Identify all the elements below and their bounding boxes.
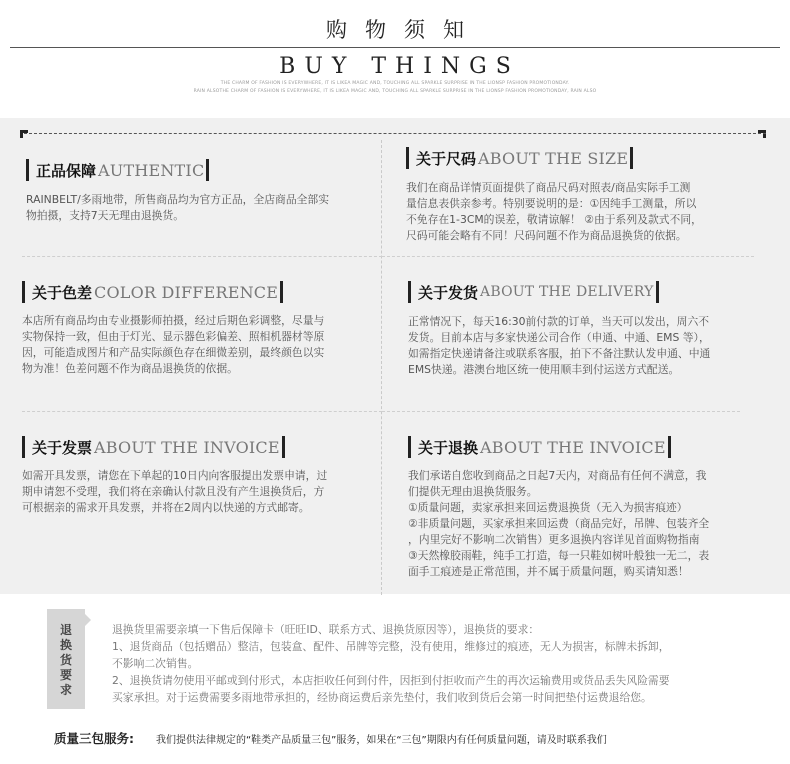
section-heading [26,158,329,182]
text-line: 正常情况下，每天16:30前付款的订单，当天可以发出，周六不 [408,315,710,328]
section-delivery [408,280,710,378]
tab-label-char: 求 [59,683,72,697]
heading-bracket-right [280,281,283,303]
text-line: 不影响二次销售。 [112,657,199,670]
heading-en: ABOUT THE INVOICE [480,437,666,457]
heading-bracket-right [206,159,209,181]
guarantee-label: 质量三包服务: [54,731,134,746]
text-line: 我们承诺自您收到商品之日起7天内，对商品有任何不满意，我 [408,469,707,482]
heading-cn: 关于尺码 [416,149,477,168]
section-text [408,314,710,378]
text-line: 2、退换货请勿使用平邮或到付形式，本店拒收任何到付件，因拒到付拒收而产生的再次运输费用或货品丢失风险需要 [112,674,670,687]
header [0,0,790,118]
page-title-en: BUY THINGS [279,54,520,79]
heading-bracket-left [408,436,411,458]
text-line: 本店所有商品均由专业摄影师拍摄，经过后期色彩调整，尽量与 [22,314,325,327]
heading-bracket-right [656,281,659,303]
text-line: 可根据亲的需求开具发票，并将在2周内以快递的方式邮寄。 [22,501,310,514]
tab-label [47,623,85,698]
text-line: 买家承担。对于运费需要多雨地带承担的，经协商运费后亲先垫付，我们收到货后会第一时间把垫付运费退给您。 [112,691,652,704]
heading-bracket-left [406,147,409,169]
section-heading [22,435,327,459]
section-heading [408,435,709,459]
return-requirements-text [112,621,670,706]
text-line: 物为准！色差问题不作为商品退换货的依据。 [22,362,238,375]
text-line: ①质量问题，卖家承担来回运费退换货（无入为损害痕迹） [408,501,688,514]
tab-label-vertical [47,623,85,698]
text-line: 如需开具发票，请您在下单起的10日内向客服提出发票申请，过 [22,469,328,482]
section-text [22,468,327,516]
section-returns [408,435,709,580]
text-line: 实物保持一致，但由于灯光、显示器色彩偏差、照相机器材等原 [22,330,325,343]
corner-bracket-right [758,130,766,138]
tab-label-char: 换 [59,638,72,652]
text-line: 1、退货商品（包括赠品）整洁，包装盒、配件、吊牌等完整，没有使用，维修过的痕迹，无人为损害，标牌未拆卸， [112,640,670,653]
text-line: 退换货里需要亲填一下售后保障卡（旺旺ID、联系方式、退换货原因等），退换货的要求： [112,623,540,636]
heading-en: ABOUT THE SIZE [478,148,629,168]
text-line: 如需指定快递请备注或联系客服，拍下不备注默认发申通、中通 [408,347,711,360]
tagline-line-2: RAIN ALSOTHE CHARM OF FASHION IS EVERYWHERE, IT IS LIKEA MAGIC AND, TOUCHING ALL SPARKLE SURPRISE IN THE LIONSP FASHION PROMOTIONDAY, RAIN ALSO [193,89,597,94]
text-line: 们提供无理由退换货服务。 [408,485,538,498]
header-divider [10,47,780,48]
heading-cn: 关于退换 [418,438,479,457]
row-divider-right-2 [382,411,740,412]
section-heading [406,146,702,170]
heading-cn: 关于色差 [32,283,93,302]
heading-en: ABOUT THE DELIVERY [480,284,654,300]
tab-label-char: 货 [59,653,72,667]
text-line: 期申请恕不受理，我们将在亲确认付款且没有产生退换货后，方 [22,485,325,498]
heading-bracket-left [22,436,25,458]
heading-bracket-right [630,147,633,169]
heading-en: ABOUT THE INVOICE [94,437,280,457]
text-line: 物拍摄，支持7天无理由退换货。 [26,209,185,222]
text-line: EMS快递。港澳台地区统一使用顺丰到付运送方式配送。 [408,363,680,376]
quality-guarantee [54,729,607,747]
section-heading [408,280,710,304]
heading-bracket-left [26,159,29,181]
row-divider-left-2 [22,411,382,412]
section-text [406,180,702,244]
tab-pointer [85,614,91,626]
column-divider [381,140,382,595]
row-divider-left-1 [22,256,382,257]
text-line: ②非质量问题，买家承担来回运费（商品完好，吊牌、包装齐全 [408,517,710,530]
top-dashed-rule [24,133,766,134]
tab-label-char: 退 [59,623,72,637]
text-line: 我们在商品详情页面提供了商品尺码对照表/商品实际手工测 [406,181,691,194]
tagline-line-1: THE CHARM OF FASHION IS EVERYWHERE, IT IS LIKEA MAGIC AND, TOUCHING ALL SPARKLE SURPRISE IN THE LIONSP FASHION PROMOTIONDAY. [220,81,570,86]
text-line: 发货。目前本店与多家快递公司合作（申通、中通、EMS 等）， [408,331,710,344]
heading-en: AUTHENTIC [98,160,205,180]
section-text [22,313,324,377]
row-divider-right-1 [382,256,754,257]
heading-cn: 正品保障 [36,161,97,180]
section-text [26,192,329,224]
tab-label-char: 要 [59,668,72,682]
corner-bracket-left [20,130,28,138]
section-text [408,468,709,580]
heading-en: COLOR DIFFERENCE [94,282,279,302]
section-invoice [22,435,327,516]
section-authentic [26,158,329,224]
section-color-difference [22,280,324,377]
text-line: RAINBELT/多雨地带，所售商品均为官方正品，全店商品全部实 [26,193,330,206]
text-line: 量信息表供亲参考。特别要说明的是：①因纯手工测量，所以 [406,197,697,210]
text-line: ③天然橡胶雨鞋，纯手工打造，每一只鞋如树叶般独一无二，表 [408,549,710,562]
return-requirements-tab [47,609,85,709]
text-line: ，内里完好不影响二次销售）更多退换内容详见首面购物指南 [408,533,700,546]
text-line: 面手工痕迹是正常范围，并不属于质量问题，购买请知悉！ [408,565,689,578]
heading-cn: 关于发货 [418,283,479,302]
heading-bracket-left [408,281,411,303]
guarantee-text: 我们提供法律规定的“鞋类产品质量三包”服务，如果在“三包”期限内有任何质量问题，请及时联系我们 [156,734,607,746]
heading-bracket-right [668,436,671,458]
heading-bracket-left [22,281,25,303]
section-size [406,146,702,244]
section-heading [22,280,324,304]
heading-cn: 关于发票 [32,438,93,457]
text-line: 因，可能造成图片和产品实际颜色存在细微差别，最终颜色以实 [22,346,325,359]
text-line: 不免存在1-3CM的误差，敬请谅解！ ②由于系列及款式不同， [406,213,702,226]
heading-bracket-right [282,436,285,458]
text-line: 尺码可能会略有不同！尺码问题不作为商品退换货的依据。 [406,229,687,242]
page-title-cn: 购物须知 [326,18,482,42]
